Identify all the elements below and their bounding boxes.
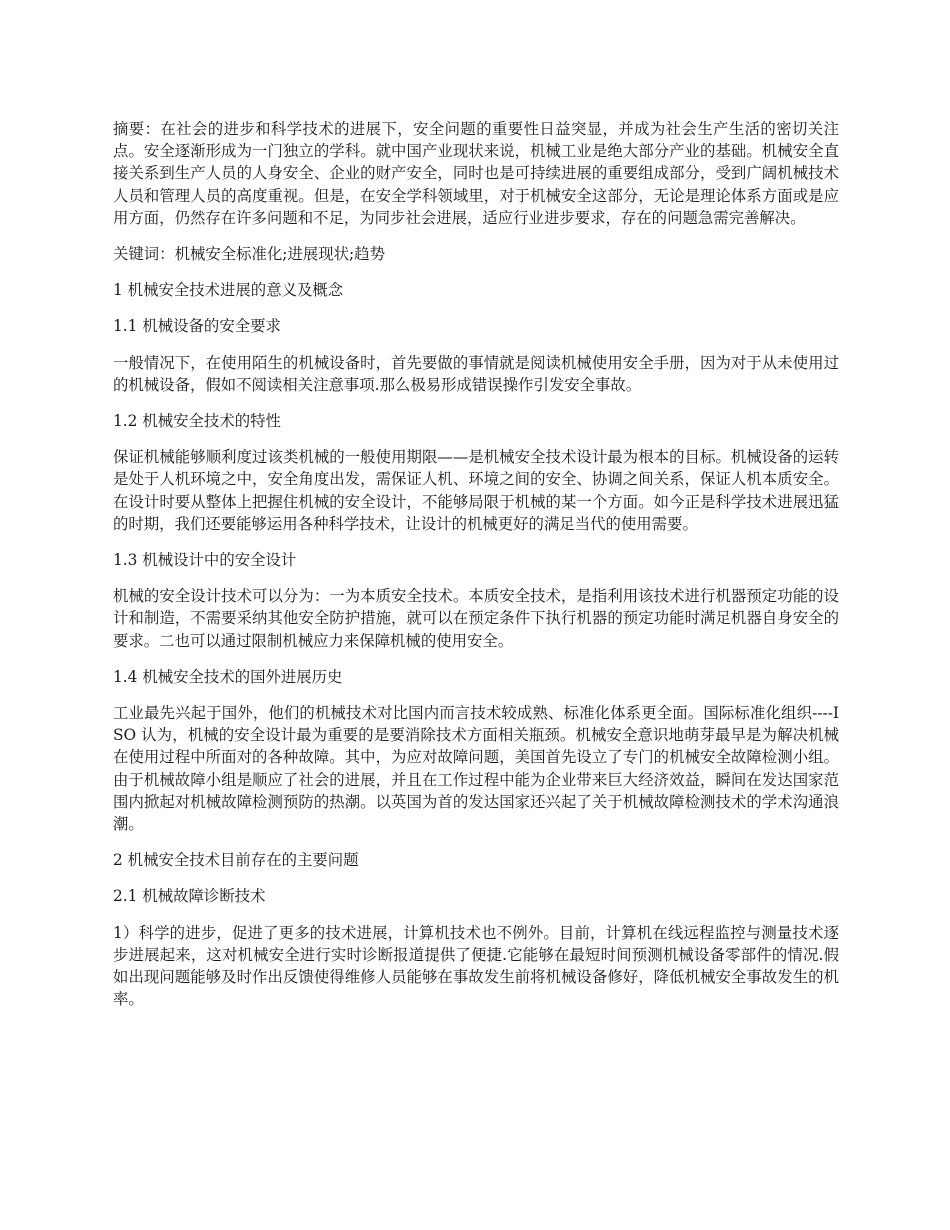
section-heading-1: 1 机械安全技术进展的意义及概念	[113, 281, 344, 300]
subsection-heading-2-1: 2.1 机械故障诊断技术	[113, 887, 266, 906]
abstract-paragraph: 摘要：在社会的进步和科学技术的进展下，安全问题的重要性日益突显，并成为社会生产生活的密切关注点。安全逐渐形成为一门独立的学科。就中国产业现状来说，机械工业是绝大部分产业的基础。机械安全直接关系到生产人员的人身安全、企业的财产安全，同时也是可持续进展的重要组成部分，受到广阔机械技术人员和管理人员的高度重视。但是，在安全学科领域里，对于机械安全这部分，无论是理论体系方面或是应用方面，仍然存在许多问题和不足，为同步社会进展，适应行业进步要求，存在的问题急需完善解决。	[113, 120, 839, 227]
section-heading-2: 2 机械安全技术目前存在的主要问题	[113, 851, 359, 870]
subsection-heading-1-4: 1.4 机械安全技术的国外进展历史	[113, 667, 343, 686]
subsection-heading-1-2: 1.2 机械安全技术的特性	[113, 412, 281, 431]
paragraph-2-1: 1）科学的进步，促进了更多的技术进展，计算机技术也不例外。目前，计算机在线远程监控与测量技术逐步进展起来，这对机械安全进行实时诊断报道提供了便捷.它能够在最短时间预测机械设备零部件的情况.假如出现问题能够及时作出反馈使得维修人员能够在事故发生前将机械设备修好，降低机械安全事故发生的机率。	[113, 923, 839, 1009]
subsection-heading-1-3: 1.3 机械设计中的安全设计	[113, 551, 297, 570]
paragraph-1-3: 机械的安全设计技术可以分为：一为本质安全技术。本质安全技术，是指利用该技术进行机器预定功能的设计和制造，不需要采纳其他安全防护措施，就可以在预定条件下执行机器的预定功能时满足机器自身安全的要求。二也可以通过限制机械应力来保障机械的使用安全。	[113, 587, 839, 650]
paragraph-1-1: 一般情况下，在使用陌生的机械设备时，首先要做的事情就是阅读机械使用安全手册，因为对于从未使用过的机械设备，假如不阅读相关注意事项.那么极易形成错误操作引发安全事故。	[113, 353, 839, 394]
subsection-heading-1-1: 1.1 机械设备的安全要求	[113, 317, 281, 336]
paragraph-1-4: 工业最先兴起于国外，他们的机械技术对比国内而言技术较成熟、标准化体系更全面。国际标准化组织----ISO 认为，机械的安全设计最为重要的是要消除技术方面相关瓶颈。机械安全意识地萌芽最早是为解决机械在使用过程中所面对的各种故障。其中，为应对故障问题，美国首先设立了专门的机械安全故障检测小组。由于机械故障小组是顺应了社会的进展，并且在工作过程中能为企业带来巨大经济效益，瞬间在发达国家范围内掀起对机械故障检测预防的热潮。以英国为首的发达国家还兴起了关于机械故障检测技术的学术沟通浪潮。	[113, 704, 839, 834]
document-body	[113, 118, 839, 1025]
paragraph-1-2: 保证机械能够顺利度过该类机械的一般使用期限——是机械安全技术设计最为根本的目标。机械设备的运转是处于人机环境之中，安全角度出发，需保证人机、环境之间的安全、协调之间关系，保证人机本质安全。在设计时要从整体上把握住机械的安全设计，不能够局限于机械的某一个方面。如今正是科学技术进展迅猛的时期，我们还要能够运用各种科学技术，让设计的机械更好的满足当代的使用需要。	[113, 448, 839, 533]
keywords-line: 关键词：机械安全标准化;进展现状;趋势	[113, 245, 386, 264]
